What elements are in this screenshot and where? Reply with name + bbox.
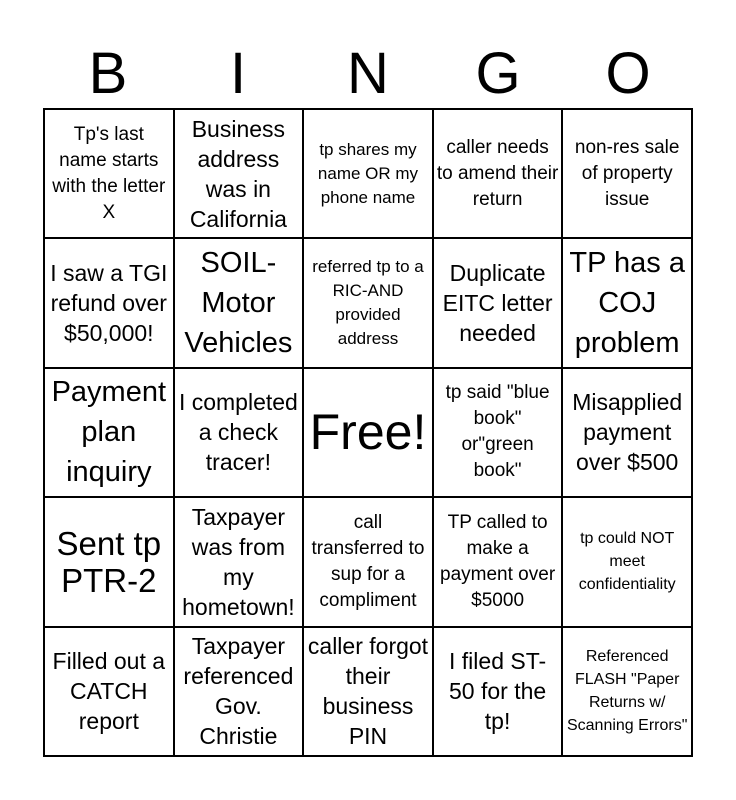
bingo-cell-r1c5[interactable]: non-res sale of property issue: [562, 109, 692, 238]
header-letter-i: I: [229, 41, 247, 106]
bingo-cell-r2c2[interactable]: SOIL-Motor Vehicles: [174, 238, 304, 367]
bingo-cell-r3c4[interactable]: tp said "blue book" or"green book": [433, 368, 563, 497]
bingo-cell-r4c4[interactable]: TP called to make a payment over $5000: [433, 497, 563, 626]
bingo-cell-r4c2[interactable]: Taxpayer was from my hometown!: [174, 497, 304, 626]
bingo-cell-r4c3[interactable]: call transferred to sup for a compliment: [303, 497, 433, 626]
bingo-cell-r1c1[interactable]: Tp's last name starts with the letter X: [44, 109, 174, 238]
header-letter-g: G: [475, 41, 521, 106]
bingo-cell-r4c5[interactable]: tp could NOT meet confidentiality: [562, 497, 692, 626]
bingo-cell-r3c2[interactable]: I completed a check tracer!: [174, 368, 304, 497]
bingo-cell-r4c1[interactable]: Sent tp PTR-2: [44, 497, 174, 626]
bingo-cell-r3c1[interactable]: Payment plan inquiry: [44, 368, 174, 497]
header-letter-n: N: [347, 41, 389, 106]
bingo-cell-r5c1[interactable]: Filled out a CATCH report: [44, 627, 174, 756]
bingo-cell-r1c3[interactable]: tp shares my name OR my phone name: [303, 109, 433, 238]
bingo-cell-r5c3[interactable]: caller forgot their business PIN: [303, 627, 433, 756]
bingo-card-grid: [43, 108, 693, 757]
bingo-cell-r1c2[interactable]: Business address was in California: [174, 109, 304, 238]
bingo-cell-r5c5[interactable]: Referenced FLASH "Paper Returns w/ Scanning Errors": [562, 627, 692, 756]
bingo-cell-r2c4[interactable]: Duplicate EITC letter needed: [433, 238, 563, 367]
bingo-cell-r3c5[interactable]: Misapplied payment over $500: [562, 368, 692, 497]
bingo-cell-r5c4[interactable]: I filed ST-50 for the tp!: [433, 627, 563, 756]
bingo-cell-r2c3[interactable]: referred tp to a RIC-AND provided address: [303, 238, 433, 367]
bingo-cell-r2c1[interactable]: I saw a TGI refund over $50,000!: [44, 238, 174, 367]
bingo-cell-r2c5[interactable]: TP has a COJ problem: [562, 238, 692, 367]
bingo-cell-r1c4[interactable]: caller needs to amend their return: [433, 109, 563, 238]
header-letter-b: B: [88, 41, 128, 106]
header-letter-o: O: [605, 41, 651, 106]
bingo-cell-r5c2[interactable]: Taxpayer referenced Gov. Christie: [174, 627, 304, 756]
bingo-cell-free-space[interactable]: Free!: [303, 368, 433, 497]
bingo-header: [43, 40, 693, 108]
